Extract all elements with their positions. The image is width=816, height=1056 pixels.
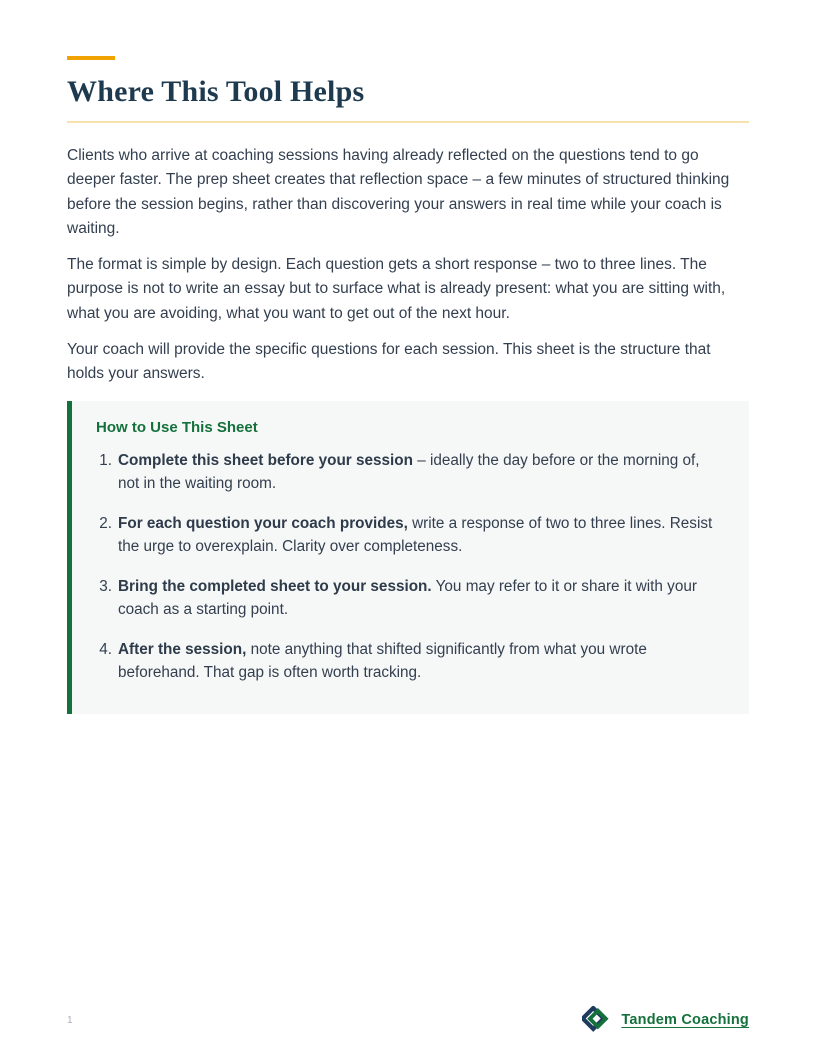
list-item-number: 4.: [99, 640, 112, 658]
list-item-lead: For each question your coach provides,: [118, 514, 408, 532]
callout-heading: How to Use This Sheet: [96, 418, 258, 436]
brand-name: Tandem Coaching: [621, 1012, 749, 1028]
list-item-text: [118, 512, 725, 559]
list-item-rest: – ideally the day before or the morning of, not in the waiting room.: [118, 451, 700, 493]
list-item-lead: Complete this sheet before your session: [118, 451, 413, 469]
list-item-number: 1.: [99, 451, 112, 469]
how-to-use-callout: [67, 401, 749, 714]
list-item-rest: note anything that shifted significantly from what you wrote beforehand. That gap is often worth tracking.: [118, 640, 647, 682]
page-content: [67, 0, 749, 714]
accent-bar: [67, 56, 115, 60]
list-item: [96, 449, 725, 496]
list-item-text: [118, 638, 725, 685]
instruction-list: [96, 449, 725, 685]
list-item-lead: After the session,: [118, 640, 247, 658]
list-item-rest: write a response of two to three lines. Resist the urge to overexplain. Clarity over completeness.: [118, 514, 713, 556]
body-paragraphs: [67, 144, 749, 387]
list-item-rest: You may refer to it or share it with your coach as a starting point.: [118, 577, 697, 619]
page-number: 1: [67, 1014, 73, 1026]
list-item-lead: Bring the completed sheet to your session.: [118, 577, 432, 595]
list-item: [96, 575, 725, 622]
list-item-text: [118, 575, 725, 622]
tandem-diamond-icon: [582, 1006, 613, 1034]
list-item-number: 2.: [99, 514, 112, 532]
paragraph: Clients who arrive at coaching sessions having already reflected on the questions tend to go deeper faster. The prep sheet creates that reflection space – a few minutes of structured thinking before the session begins, rather than discovering your answers in real time while your coach is waiting.: [67, 146, 730, 238]
list-item: [96, 512, 725, 559]
list-item-number: 3.: [99, 577, 112, 595]
page-title: Where This Tool Helps: [67, 75, 365, 108]
page-footer: [67, 1006, 749, 1034]
list-item-text: [118, 449, 725, 496]
title-divider: [67, 121, 749, 123]
list-item: [96, 638, 725, 685]
paragraph: The format is simple by design. Each question gets a short response – two to three lines. The purpose is not to write an essay but to surface what is already present: what you are sitting with, what you are avoiding, what you want to get out of the next hour.: [67, 255, 726, 323]
paragraph: Your coach will provide the specific questions for each session. This sheet is the structure that holds your answers.: [67, 340, 711, 383]
brand-logo-link[interactable]: [582, 1006, 749, 1034]
